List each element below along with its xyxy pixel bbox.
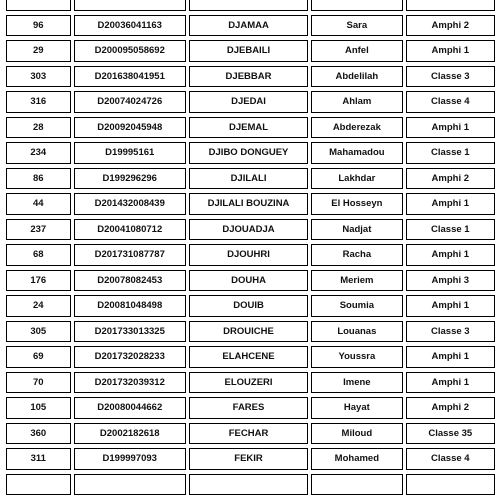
cell-last-name: DOUHA xyxy=(189,270,308,292)
cell-room: Classe 4 xyxy=(406,91,495,113)
cell-number: 303 xyxy=(6,66,71,88)
cell-first-name: Hayat xyxy=(311,397,402,419)
cell-first-name: El Hosseyn xyxy=(311,193,402,215)
table-row xyxy=(0,193,495,215)
cell-last-name: DJOUADJA xyxy=(189,219,308,241)
cell-last-name: DJAMAA xyxy=(189,15,308,37)
cell-last-name: DJEDAI xyxy=(189,91,308,113)
cell-student-id: D20041080712 xyxy=(74,219,186,241)
cell-last-name xyxy=(189,474,308,496)
cell-student-id: D20078082453 xyxy=(74,270,186,292)
cell-last-name: DROUICHE xyxy=(189,321,308,343)
cell-room: Amphi 2 xyxy=(406,168,495,190)
cell-number xyxy=(6,0,71,11)
cell-room: Amphi 2 xyxy=(406,397,495,419)
table-row xyxy=(0,142,495,164)
table-row xyxy=(0,91,495,113)
cell-number: 28 xyxy=(6,117,71,139)
cell-number: 96 xyxy=(6,15,71,37)
cell-room: Amphi 1 xyxy=(406,372,495,394)
cell-student-id: D2002182618 xyxy=(74,423,186,445)
cell-first-name: Meriem xyxy=(311,270,402,292)
cell-last-name: FECHAR xyxy=(189,423,308,445)
cell-number: 105 xyxy=(6,397,71,419)
table-row xyxy=(0,372,495,394)
cell-number xyxy=(6,474,71,496)
cell-room: Amphi 1 xyxy=(406,40,495,62)
cell-room: Classe 35 xyxy=(406,423,495,445)
cell-last-name: DJEMAL xyxy=(189,117,308,139)
cell-student-id: D200095058692 xyxy=(74,40,186,62)
cell-first-name xyxy=(311,0,402,11)
cell-room: Classe 1 xyxy=(406,142,495,164)
cell-first-name: Nadjat xyxy=(311,219,402,241)
cell-first-name: Lakhdar xyxy=(311,168,402,190)
cell-room: Classe 1 xyxy=(406,219,495,241)
cell-room: Amphi 1 xyxy=(406,346,495,368)
cell-last-name: ELOUZERI xyxy=(189,372,308,394)
table-row xyxy=(0,219,495,241)
cell-room xyxy=(406,0,495,11)
cell-first-name: Imene xyxy=(311,372,402,394)
table-row xyxy=(0,15,495,37)
cell-student-id: D20036041163 xyxy=(74,15,186,37)
cell-number: 311 xyxy=(6,448,71,470)
cell-number: 44 xyxy=(6,193,71,215)
cell-room: Amphi 1 xyxy=(406,117,495,139)
table-row xyxy=(0,66,495,88)
cell-student-id xyxy=(74,0,186,11)
cell-number: 68 xyxy=(6,244,71,266)
cell-student-id: D19995161 xyxy=(74,142,186,164)
cell-number: 360 xyxy=(6,423,71,445)
cell-last-name: FEKIR xyxy=(189,448,308,470)
cell-number: 86 xyxy=(6,168,71,190)
cell-first-name: Soumia xyxy=(311,295,402,317)
table-row xyxy=(0,244,495,266)
cell-first-name: Anfel xyxy=(311,40,402,62)
table-row xyxy=(0,40,495,62)
cell-last-name xyxy=(189,0,308,11)
cell-room: Amphi 1 xyxy=(406,244,495,266)
cell-student-id: D20074024726 xyxy=(74,91,186,113)
cell-first-name xyxy=(311,474,402,496)
cell-room: Amphi 1 xyxy=(406,295,495,317)
cell-number: 176 xyxy=(6,270,71,292)
table-row xyxy=(0,321,495,343)
cell-number: 237 xyxy=(6,219,71,241)
cell-first-name: Miloud xyxy=(311,423,402,445)
cell-number: 24 xyxy=(6,295,71,317)
table-row xyxy=(0,346,495,368)
table-row xyxy=(0,117,495,139)
cell-student-id: D201432008439 xyxy=(74,193,186,215)
cell-number: 305 xyxy=(6,321,71,343)
cell-student-id: D201733013325 xyxy=(74,321,186,343)
cell-student-id: D201731087787 xyxy=(74,244,186,266)
table-row xyxy=(0,474,495,496)
cell-room: Classe 4 xyxy=(406,448,495,470)
cell-last-name: DJIBO DONGUEY xyxy=(189,142,308,164)
cell-student-id: D201732039312 xyxy=(74,372,186,394)
cell-first-name: Racha xyxy=(311,244,402,266)
table-row xyxy=(0,423,495,445)
cell-room: Amphi 2 xyxy=(406,15,495,37)
cell-last-name: DJILALI xyxy=(189,168,308,190)
cell-number: 316 xyxy=(6,91,71,113)
table-row xyxy=(0,295,495,317)
cell-first-name: Louanas xyxy=(311,321,402,343)
cell-last-name: DJEBBAR xyxy=(189,66,308,88)
cell-student-id: D201638041951 xyxy=(74,66,186,88)
cell-first-name: Sara xyxy=(311,15,402,37)
cell-last-name: DJILALI BOUZINA xyxy=(189,193,308,215)
cell-first-name: Abderezak xyxy=(311,117,402,139)
cell-number: 29 xyxy=(6,40,71,62)
cell-first-name: Abdelilah xyxy=(311,66,402,88)
table-row xyxy=(0,397,495,419)
cell-first-name: Youssra xyxy=(311,346,402,368)
cell-number: 234 xyxy=(6,142,71,164)
cell-room: Classe 3 xyxy=(406,66,495,88)
cell-last-name: DJEBAILI xyxy=(189,40,308,62)
cell-first-name: Mahamadou xyxy=(311,142,402,164)
cell-room xyxy=(406,474,495,496)
cell-student-id: D20081048498 xyxy=(74,295,186,317)
cell-student-id: D20092045948 xyxy=(74,117,186,139)
cell-number: 69 xyxy=(6,346,71,368)
cell-student-id: D199997093 xyxy=(74,448,186,470)
table-row xyxy=(0,270,495,292)
cell-first-name: Ahlam xyxy=(311,91,402,113)
cell-student-id: D199296296 xyxy=(74,168,186,190)
cell-last-name: ELAHCENE xyxy=(189,346,308,368)
cell-last-name: FARES xyxy=(189,397,308,419)
cell-student-id xyxy=(74,474,186,496)
table-row xyxy=(0,0,495,11)
cell-room: Amphi 1 xyxy=(406,193,495,215)
cell-last-name: DOUIB xyxy=(189,295,308,317)
cell-student-id: D20080044662 xyxy=(74,397,186,419)
table-row xyxy=(0,448,495,470)
cell-first-name: Mohamed xyxy=(311,448,402,470)
table-row xyxy=(0,168,495,190)
cell-number: 70 xyxy=(6,372,71,394)
cell-last-name: DJOUHRI xyxy=(189,244,308,266)
cell-room: Classe 3 xyxy=(406,321,495,343)
cell-room: Amphi 3 xyxy=(406,270,495,292)
cell-student-id: D201732028233 xyxy=(74,346,186,368)
